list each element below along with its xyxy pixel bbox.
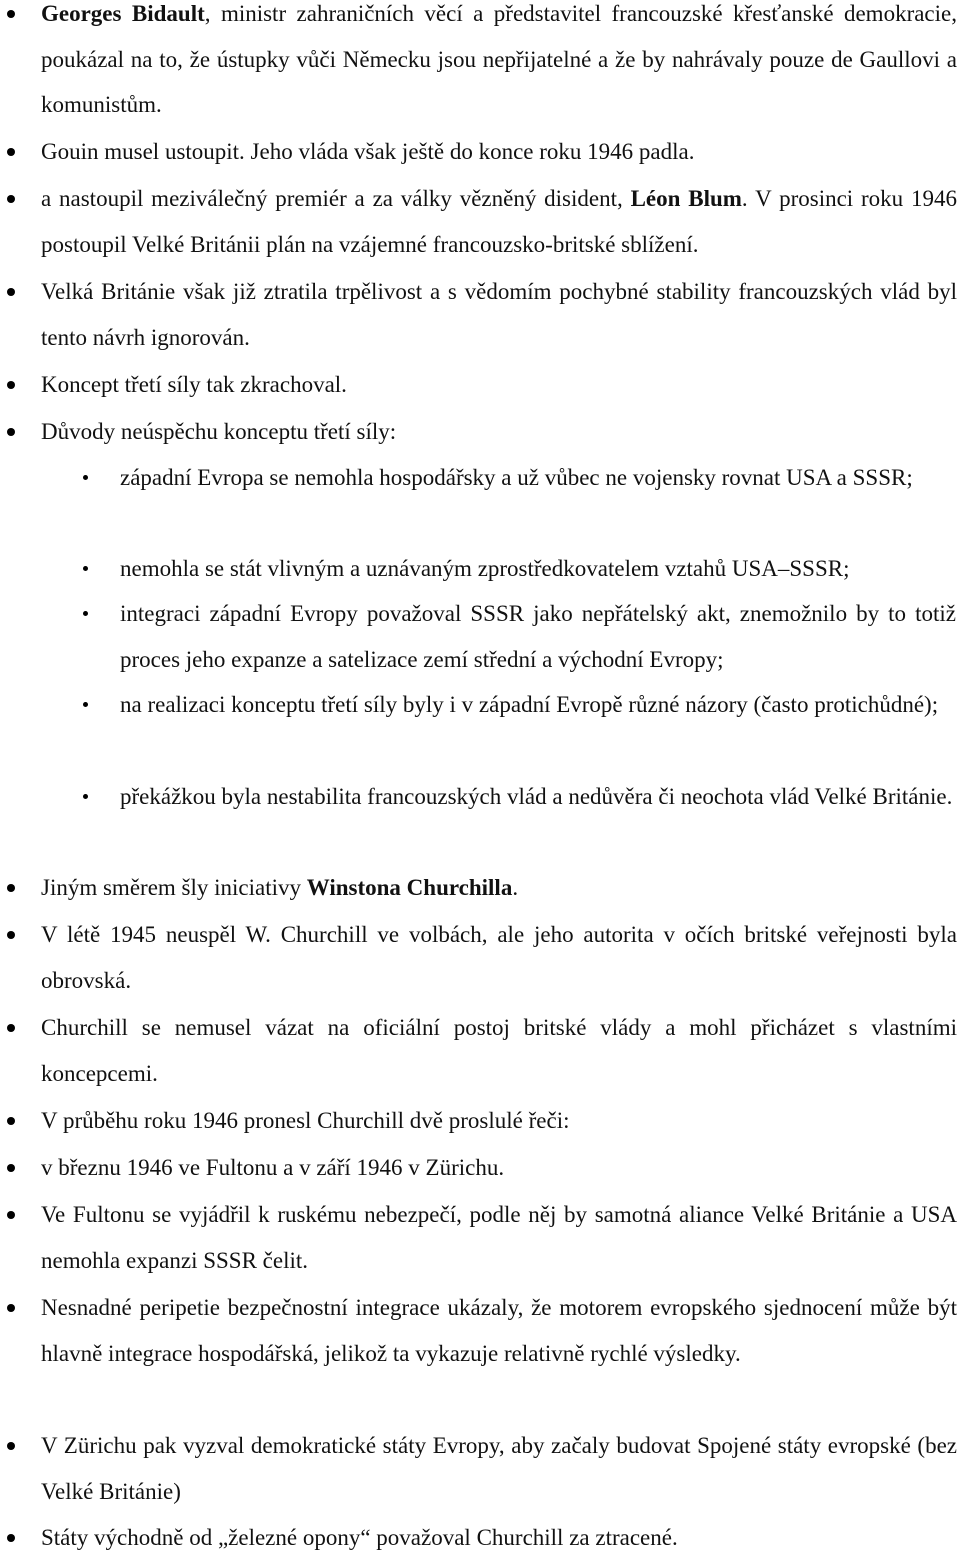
item-text: V Zürichu pak vyzval demokratické státy Evropy, aby začaly budovat Spojené státy evropské (bez Velké Británie) xyxy=(41,1433,957,1504)
bullet-icon xyxy=(7,1534,15,1542)
sub-list-item xyxy=(120,682,956,728)
item-text: Churchill se nemusel vázat na oficiální postoj britské vlády a mohl přicházet s vlastními koncepcemi. xyxy=(41,1015,957,1086)
item-text: Ve Fultonu se vyjádřil k ruskému nebezpečí, podle něj by samotná aliance Velké Británie a USA nemohla expanzi SSSR čelit. xyxy=(41,1202,957,1273)
item-text: a nastoupil meziválečný premiér a za války vězněný disident, xyxy=(41,186,631,211)
bullet-icon xyxy=(7,428,15,436)
item-text: . V prosinci roku 1946 postoupil Velké Británii plán na vzájemné francouzsko-britské sblížení. xyxy=(41,186,957,257)
sub-bullet-icon xyxy=(83,794,88,799)
sub-item-text: nemohla se stát vlivným a uznávaným zprostředkovatelem vztahů USA–SSSR; xyxy=(120,556,850,581)
sub-list-item xyxy=(120,546,956,592)
item-text: Jiným směrem šly iniciativy xyxy=(41,875,307,900)
sub-list-item xyxy=(120,591,956,682)
list-item xyxy=(41,1423,957,1514)
bullet-icon xyxy=(7,1442,15,1450)
item-text: Nesnadné peripetie bezpečnostní integrace ukázaly, že motorem evropského sjednocení může být hlavně integrace hospodářská, jelikož ta vykazuje relativně rychlé výsledky. xyxy=(41,1295,957,1366)
sub-item-text: překážkou byla nestabilita francouzských vlád a nedůvěra či neochota vlád Velké Británie. xyxy=(120,784,953,809)
item-text: , ministr zahraničních věcí a představitel francouzské křesťanské demokracie, poukázal na to, že ústupky vůči Německu jsou nepřijatelné a že by nahrávaly pouze de Gaullovi a komunistům. xyxy=(41,1,957,117)
bullet-icon xyxy=(7,884,15,892)
list-item xyxy=(41,409,957,455)
list-item xyxy=(41,0,957,128)
sub-list-item xyxy=(120,455,956,501)
bullet-icon xyxy=(7,195,15,203)
list-item xyxy=(41,129,957,175)
sub-bullet-icon xyxy=(83,611,88,616)
bold-text: Winstona Churchilla xyxy=(306,875,513,900)
bullet-icon xyxy=(7,1164,15,1172)
list-item xyxy=(41,1005,957,1096)
list-item xyxy=(41,362,957,408)
sub-bullet-icon xyxy=(83,475,88,480)
list-item xyxy=(41,1098,957,1144)
sub-item-text: západní Evropa se nemohla hospodářsky a už vůbec ne vojensky rovnat USA a SSSR; xyxy=(120,465,913,490)
list-item xyxy=(41,912,957,1003)
item-text: V létě 1945 neuspěl W. Churchill ve volbách, ale jeho autorita v očích britské veřejnosti byla obrovská. xyxy=(41,922,957,993)
bullet-icon xyxy=(7,1117,15,1125)
item-text: Státy východně od „železné opony“ považoval Churchill za ztracené. xyxy=(41,1525,678,1550)
list-item xyxy=(41,269,957,360)
bullet-icon xyxy=(7,381,15,389)
item-text: V průběhu roku 1946 pronesl Churchill dvě proslulé řeči: xyxy=(41,1108,570,1133)
item-text: Gouin musel ustoupit. Jeho vláda však ještě do konce roku 1946 padla. xyxy=(41,139,695,164)
list-item xyxy=(41,865,957,911)
bullet-icon xyxy=(7,931,15,939)
list-item xyxy=(41,1145,957,1191)
item-text: . xyxy=(512,875,519,900)
item-text: Velká Británie však již ztratila trpělivost a s vědomím pochybné stability francouzských vlád byl tento návrh ignorován. xyxy=(41,279,957,350)
bullet-icon xyxy=(7,1024,15,1032)
bold-text: Léon Blum xyxy=(630,186,742,211)
sub-bullet-icon xyxy=(83,566,88,571)
bullet-icon xyxy=(7,10,15,18)
list-item xyxy=(41,176,957,267)
sub-item-text: integraci západní Evropy považoval SSSR jako nepřátelský akt, znemožnilo by to totiž proces jeho expanze a satelizace zemí střední a východní Evropy; xyxy=(120,601,956,672)
bullet-icon xyxy=(7,1211,15,1219)
bullet-icon xyxy=(7,288,15,296)
bold-text: Georges Bidault xyxy=(41,1,205,26)
item-text: Koncept třetí síly tak zkrachoval. xyxy=(41,372,347,397)
sub-list-item xyxy=(120,774,956,820)
bullet-icon xyxy=(7,148,15,156)
sub-bullet-icon xyxy=(83,702,88,707)
list-item xyxy=(41,1285,957,1376)
sub-item-text: na realizaci konceptu třetí síly byly i v západní Evropě různé názory (často protichůdné); xyxy=(120,692,939,717)
list-item xyxy=(41,1192,957,1283)
item-text: Důvody neúspěchu konceptu třetí síly: xyxy=(41,419,397,444)
item-text: v březnu 1946 ve Fultonu a v září 1946 v Zürichu. xyxy=(41,1155,505,1180)
bullet-icon xyxy=(7,1304,15,1312)
